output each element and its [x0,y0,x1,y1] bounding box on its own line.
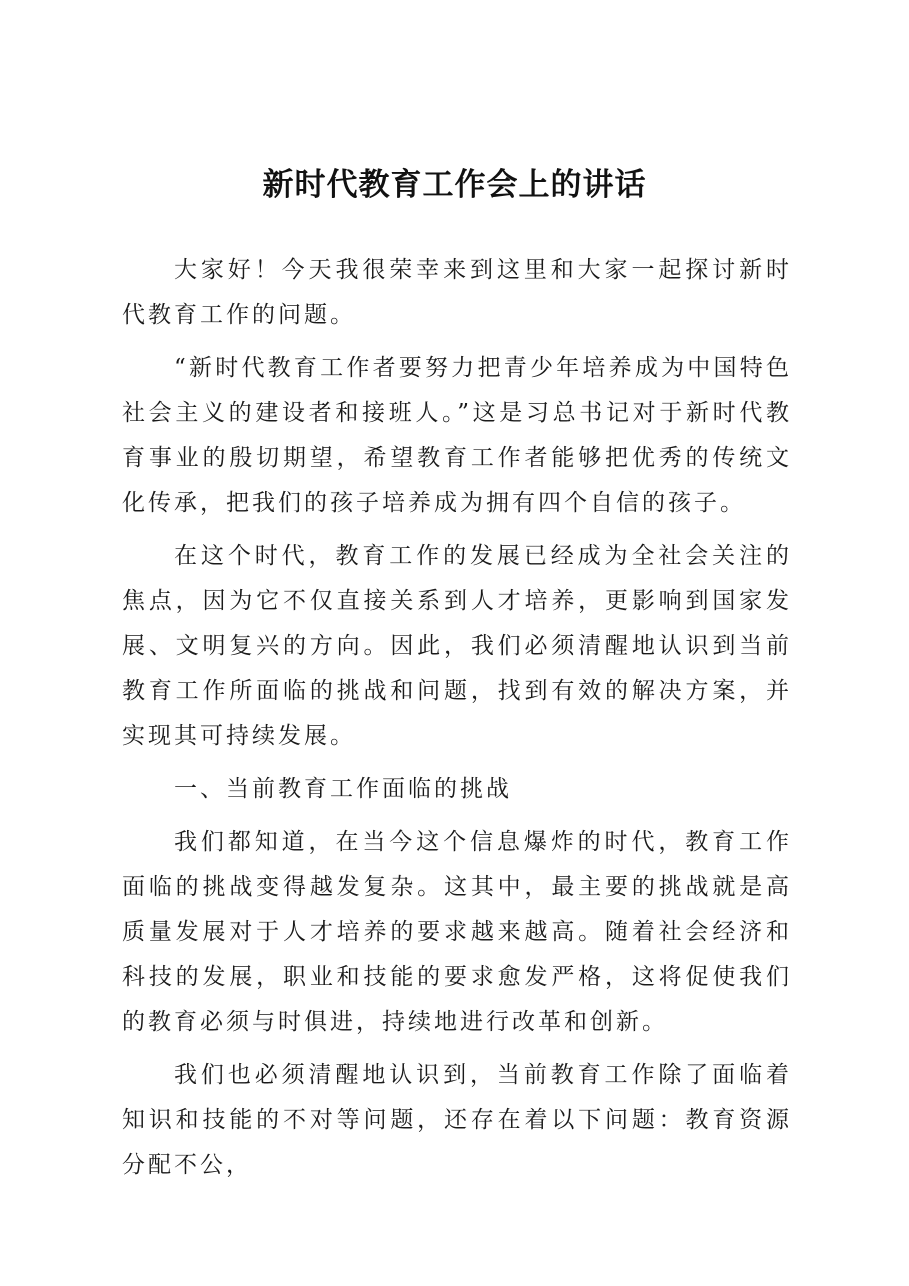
paragraph-quote: “新时代教育工作者要努力把青少年培养成为中国特色社会主义的建设者和接班人。”这是习总书记对于新时代教育事业的殷切期望，希望教育工作者能够把优秀的传统文化传承，把我们的孩子培养成为拥有四个自信的孩子。 [122,355,792,516]
document-title: 新时代教育工作会上的讲话 [262,167,647,203]
paragraph-problems: 我们也必须清醒地认识到，当前教育工作除了面临着知识和技能的不对等问题，还存在着以下问题：教育资源分配不公， [122,1062,792,1178]
section-heading: 一、当前教育工作面临的挑战 [174,776,512,802]
paragraph-era: 在这个时代，教育工作的发展已经成为全社会关注的焦点，因为它不仅直接关系到人才培养，更影响到国家发展、文明复兴的方向。因此，我们必须清醒地认识到当前教育工作所面临的挑战和问题，找到有效的解决方案，并实现其可持续发展。 [122,543,792,749]
document-body [122,248,792,1196]
paragraph-challenges: 我们都知道，在当今这个信息爆炸的时代，教育工作面临的挑战变得越发复杂。这其中，最主要的挑战就是高质量发展对于人才培养的要求越来越高。随着社会经济和科技的发展，职业和技能的要求愈发严格，这将促使我们的教育必须与时俱进，持续地进行改革和创新。 [122,829,792,1035]
paragraph-greeting: 大家好！今天我很荣幸来到这里和大家一起探讨新时代教育工作的问题。 [122,257,792,328]
